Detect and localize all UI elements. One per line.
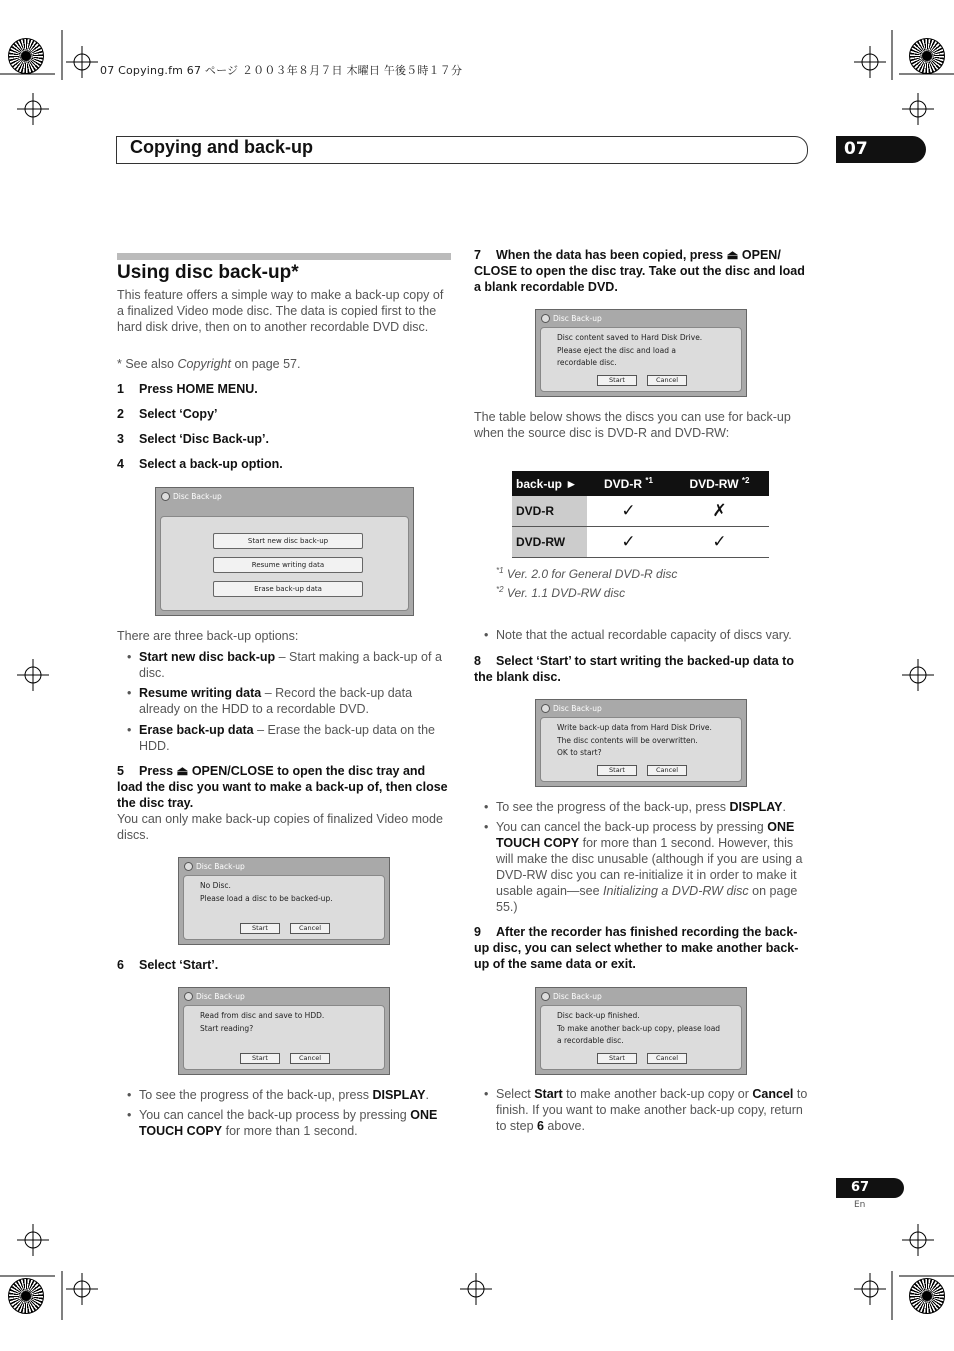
option-bullet: • Start new disc back-up – Start making a back-up of a disc. [139, 649, 451, 681]
step-8: 8 Select ‘Start’ to start writing the backed-up data to the blank disc. [474, 654, 794, 684]
finish-bullet: • Select Start to make another back-up copy or Cancel to finish. If you want to make another back-up copy, return to step 6 above. [496, 1086, 808, 1134]
table-row: DVD-R ✓ ✗ [512, 496, 769, 527]
cancel-button[interactable]: Cancel [290, 1053, 330, 1064]
dialog-backup-options [155, 487, 414, 616]
col-header-dvd-rw: DVD-RW $^{*2}$ [670, 471, 769, 496]
step-5-note: You can only make back-up copies of finalized Video mode discs. [117, 812, 443, 842]
dialog-content-saved: Disc Back-up Disc content saved to Hard Disk Drive. Please eject the disc and load a recordable disc. Start Cancel [535, 309, 747, 397]
cancel-button[interactable]: Cancel [290, 923, 330, 934]
start-button[interactable]: Start [597, 765, 637, 776]
step-5: 5 Press ⏏ OPEN/CLOSE to open the disc tray and load the disc you want to make a back-up of, then close the disc tray. [117, 764, 448, 810]
disc-icon [541, 704, 550, 713]
option-erase-backup[interactable]: Erase back-up data [213, 581, 363, 597]
table-corner: back-up ► [512, 471, 587, 496]
progress-bullet: • To see the progress of the back-up, press DISPLAY. [139, 1087, 451, 1103]
capacity-note: • Note that the actual recordable capacity of discs vary. [496, 627, 812, 643]
disc-icon [184, 862, 193, 871]
disc-compatibility-table [512, 471, 769, 558]
disc-icon [541, 992, 550, 1001]
dialog-backup-finished: Disc Back-up Disc back-up finished. To make another back-up copy, please load a recordable disc. Start Cancel [535, 987, 747, 1075]
step-2: 2 Select ‘Copy’ [117, 407, 218, 421]
start-button[interactable]: Start [240, 1053, 280, 1064]
option-bullet: • Resume writing data – Record the back-up data already on the HDD to a recordable DVD. [139, 685, 451, 717]
progress-bullet: • To see the progress of the back-up, press DISPLAY. [496, 799, 808, 815]
col-header-dvd-r: DVD-R $^{*1}$ [587, 471, 670, 496]
page-header-title: Copying and back-up [130, 137, 314, 157]
dialog-title: Disc Back-up [553, 314, 602, 323]
initialize-ref: Initializing a DVD-RW disc [603, 884, 749, 898]
step-7: 7 When the data has been copied, press ⏏ OPEN/ CLOSE to open the disc tray. Take out the disc and load a blank recordable DVD. [474, 248, 805, 294]
chapter-badge [836, 136, 926, 163]
check-icon: ✓ [587, 496, 670, 527]
table-row: DVD-RW ✓ ✓ [512, 527, 769, 558]
cancel-button[interactable]: Cancel [647, 1053, 687, 1064]
dialog-read-from-disc: Disc Back-up Read from disc and save to HDD. Start reading? Start Cancel [178, 987, 390, 1075]
dialog-title: Disc Back-up [553, 704, 602, 713]
disc-icon [184, 992, 193, 1001]
option-resume-writing[interactable]: Resume writing data [213, 557, 363, 573]
start-button[interactable]: Start [240, 923, 280, 934]
check-icon: ✓ [587, 527, 670, 558]
dialog-no-disc: Disc Back-up No Disc. Please load a disc to be backed-up. Start Cancel [178, 857, 390, 945]
language-label: En [854, 1200, 866, 1210]
page-number-badge [836, 1178, 904, 1198]
cancel-warning-bullet: • You can cancel the back-up process by pressing ONE TOUCH COPY for more than 1 second. However, this will make the disc unusable (although if you are using a DVD-RW disc you can re-initialize it in order to make it usable again—see Initializing a DVD-RW disc on page 55.) [496, 819, 808, 915]
page-number: 67 [851, 1180, 870, 1195]
dialog-write-backup: Disc Back-up Write back-up data from Hard Disk Drive. The disc contents will be overwritten. OK to start? Start Cancel [535, 699, 747, 787]
cancel-bullet: • You can cancel the back-up process by pressing ONE TOUCH COPY for more than 1 second. [139, 1107, 451, 1139]
section-rule [117, 253, 451, 260]
step-4: 4 Select a back-up option. [117, 457, 283, 471]
table-intro: The table below shows the discs you can use for back-up when the source disc is DVD-R and DVD-RW: [474, 410, 791, 440]
chapter-number: 07 [844, 139, 868, 159]
dialog-title: Disc Back-up [553, 992, 602, 1001]
eject-icon: ⏏ [176, 764, 189, 778]
eject-icon: ⏏ [726, 248, 739, 262]
step-3: 3 Select ‘Disc Back-up’. [117, 432, 269, 446]
step-1: 1 Press HOME MENU. [117, 382, 258, 396]
cancel-button[interactable]: Cancel [647, 375, 687, 386]
step-6: 6 Select ‘Start’. [117, 958, 219, 972]
options-intro: There are three back-up options: [117, 629, 299, 643]
disc-icon [161, 492, 170, 501]
print-metadata: 07 Copying.fm 67 ページ ２００３年８月７日 木曜日 午後５時１７分 [100, 64, 463, 77]
check-icon: ✓ [670, 527, 769, 558]
start-button[interactable]: Start [597, 375, 637, 386]
option-bullet: • Erase back-up data – Erase the back-up data on the HDD. [139, 722, 451, 754]
dialog-title: Disc Back-up [173, 492, 222, 501]
start-button[interactable]: Start [597, 1053, 637, 1064]
disc-icon [541, 314, 550, 323]
dialog-title: Disc Back-up [196, 862, 245, 871]
step-9: 9 After the recorder has finished recording the back-up disc, you can select whether to make another back-up of the same data or exit. [474, 925, 799, 971]
intro-paragraph: This feature offers a simple way to make a back-up copy of a finalized Video mode disc. The data is copied first to the hard disk drive, then on to another recordable DVD disc. [117, 288, 444, 334]
section-title: Using disc back-up* [117, 262, 299, 283]
cross-icon: ✗ [670, 496, 769, 527]
footnote-1: $^{*1}$ Ver. 2.0 for General DVD-R disc [496, 566, 678, 581]
see-also-ref: Copyright [177, 357, 231, 371]
see-also-note: * See also Copyright on page 57. [117, 357, 301, 371]
dialog-title: Disc Back-up [196, 992, 245, 1001]
option-start-new-backup[interactable]: Start new disc back-up [213, 533, 363, 549]
cancel-button[interactable]: Cancel [647, 765, 687, 776]
footnote-2: $^{*2}$ Ver. 1.1 DVD-RW disc [496, 585, 626, 600]
